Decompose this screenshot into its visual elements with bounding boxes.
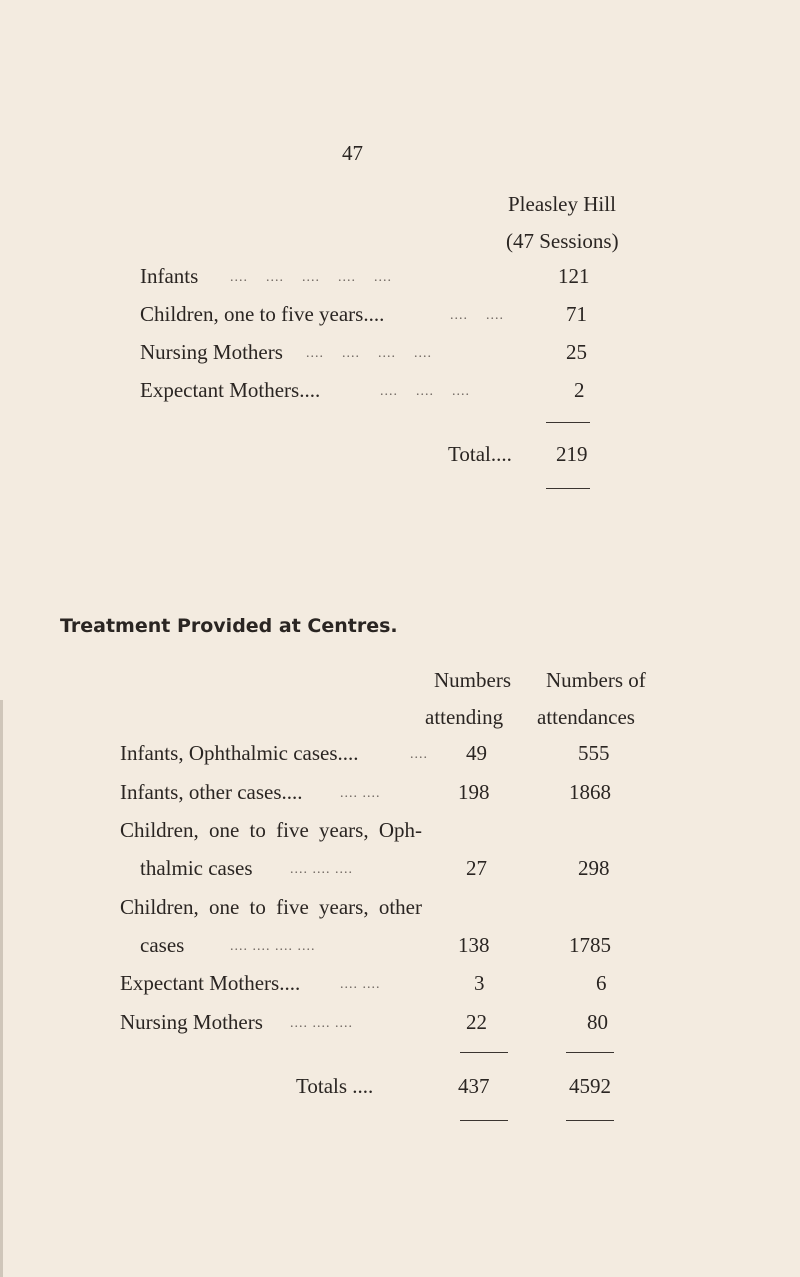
row-attendances-infants-ophthalmic: 555 xyxy=(578,741,610,765)
sum-rule xyxy=(566,1052,614,1053)
row-attending-infants-ophthalmic: 49 xyxy=(466,741,487,765)
column-heading-location: Pleasley Hill xyxy=(508,192,616,216)
sum-rule xyxy=(460,1052,508,1053)
row-label-children-ophthalmic-line1: Children, one to five years, Oph- xyxy=(120,818,423,842)
totals-rule xyxy=(460,1120,508,1121)
dot-leader: .... .... xyxy=(340,786,381,801)
row-attending-expectant-mothers: 3 xyxy=(474,971,485,995)
page-number: 47 xyxy=(342,141,363,165)
dot-leader: .... .... xyxy=(340,977,381,992)
col-heading-attendances-line1: Numbers of xyxy=(546,668,646,692)
row-label-infants-ophthalmic: Infants, Ophthalmic cases.... xyxy=(120,741,359,765)
row-label-children-other-line2: cases xyxy=(140,933,185,957)
total-rule xyxy=(546,488,590,489)
row-label-expectant-mothers: Expectant Mothers.... xyxy=(140,378,321,402)
dot-leader: .... .... .... .... .... xyxy=(230,270,392,285)
row-label-expectant-mothers: Expectant Mothers.... xyxy=(120,971,301,995)
row-attending-children-other: 138 xyxy=(458,933,490,957)
row-attending-infants-other: 198 xyxy=(458,780,490,804)
row-attendances-infants-other: 1868 xyxy=(569,780,611,804)
section-heading: Treatment Provided at Centres. xyxy=(60,615,398,637)
col-heading-attendances-line2: attendances xyxy=(537,705,635,729)
sum-rule xyxy=(546,422,590,423)
total-label: Total.... xyxy=(448,442,512,466)
row-attendances-expectant-mothers: 6 xyxy=(596,971,607,995)
dot-leader: .... .... .... xyxy=(380,384,470,399)
column-heading-sessions: (47 Sessions) xyxy=(506,229,619,253)
dot-leader: .... .... .... .... xyxy=(230,939,316,954)
row-label-infants-other: Infants, other cases.... xyxy=(120,780,303,804)
dot-leader: .... .... .... .... xyxy=(306,346,432,361)
row-attendances-nursing-mothers: 80 xyxy=(587,1010,608,1034)
total-value: 219 xyxy=(556,442,588,466)
row-value-infants: 121 xyxy=(558,264,590,288)
row-label-nursing-mothers: Nursing Mothers xyxy=(140,340,283,364)
row-attending-children-ophthalmic: 27 xyxy=(466,856,487,880)
row-attending-nursing-mothers: 22 xyxy=(466,1010,487,1034)
row-label-children-other-line1: Children, one to five years, other xyxy=(120,895,422,919)
row-attendances-children-ophthalmic: 298 xyxy=(578,856,610,880)
row-label-children-ophthalmic-line2: thalmic cases xyxy=(140,856,253,880)
dot-leader: .... .... .... xyxy=(290,1016,353,1031)
totals-label: Totals .... xyxy=(296,1074,374,1098)
dot-leader: .... .... xyxy=(450,308,504,323)
row-label-nursing-mothers: Nursing Mothers xyxy=(120,1010,263,1034)
page-edge-shadow xyxy=(0,700,3,1277)
row-value-nursing-mothers: 25 xyxy=(566,340,587,364)
col-heading-attending-line1: Numbers xyxy=(434,668,511,692)
totals-rule xyxy=(566,1120,614,1121)
row-label-children: Children, one to five years.... xyxy=(140,302,385,326)
totals-attendances: 4592 xyxy=(569,1074,611,1098)
row-label-infants: Infants xyxy=(140,264,199,288)
row-value-expectant-mothers: 2 xyxy=(574,378,585,402)
row-attendances-children-other: 1785 xyxy=(569,933,611,957)
dot-leader: .... .... .... xyxy=(290,862,353,877)
dot-leader: .... xyxy=(410,747,428,762)
totals-attending: 437 xyxy=(458,1074,490,1098)
row-value-children: 71 xyxy=(566,302,587,326)
col-heading-attending-line2: attending xyxy=(425,705,504,729)
